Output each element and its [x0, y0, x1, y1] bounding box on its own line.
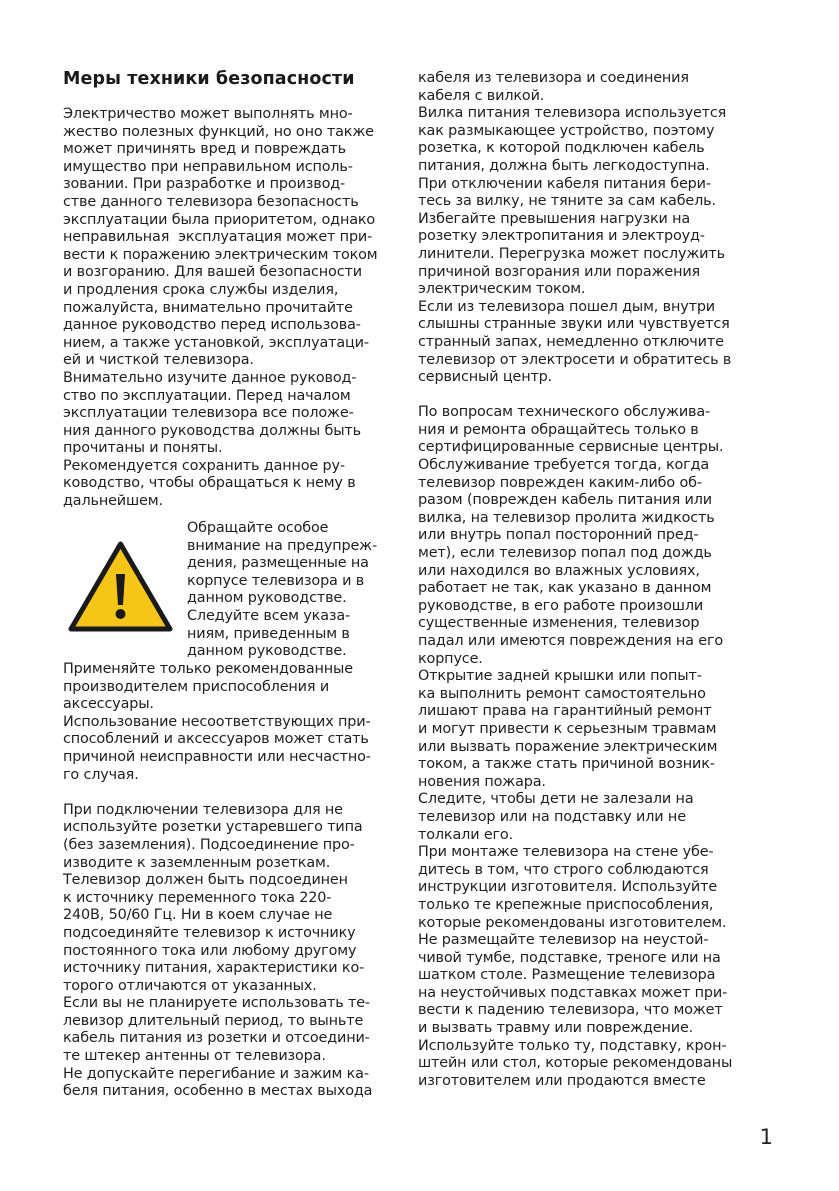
text-line: Использование несоответствующих при- [63, 713, 371, 730]
text-line: данном руководстве. [187, 643, 347, 660]
text-line: вести к падению телевизора, что может [418, 1002, 723, 1019]
text-line: и возгоранию. Для вашей безопасности [63, 264, 362, 281]
text-line: работает не так, как указано в данном [418, 580, 712, 597]
text-line: к источнику переменного тока 220- [63, 889, 332, 906]
text-line: ния данного руководства должны быть [63, 422, 361, 439]
text-line: источнику питания, характеристики ко- [63, 960, 365, 977]
text-line: дитесь в том, что строго соблюдаются [418, 861, 709, 878]
text-line: существенные изменения, телевизор [418, 615, 700, 632]
text-line: телевизор поврежден каким-либо об- [418, 474, 702, 491]
text-line: При монтаже телевизора на стене убе- [418, 844, 714, 861]
text-line: чивой тумбе, подставке, треноге или на [418, 949, 721, 966]
text-line: пожалуйста, внимательно прочитайте [63, 299, 353, 316]
text-line: розетку электропитания и электроуд- [418, 228, 705, 245]
text-line: ка выполнить ремонт самостоятельно [418, 685, 706, 702]
text-line: имущество при неправильном исполь- [63, 158, 353, 175]
text-line: телевизор от электросети и обратитесь в [418, 351, 732, 368]
text-line [63, 784, 403, 802]
text-line: ей и чисткой телевизора. [63, 352, 254, 369]
text-line: на неустойчивых подставках может при- [418, 984, 728, 1001]
text-line: аксессуары. [63, 696, 154, 713]
text-line: может причинять вред и повреждать [63, 141, 346, 158]
text-line: торого отличаются от указанных. [63, 977, 317, 994]
text-line: или вызвать поражение электрическим [418, 738, 718, 755]
text-line: падал или имеются повреждения на его [418, 633, 724, 649]
text-line: Следуйте всем указа- [187, 607, 351, 624]
text-line: дения, размещенные на [187, 555, 369, 572]
text-line: мет), если телевизор попал под дождь [418, 545, 712, 562]
text-line: жество полезных функций, но оно также [63, 123, 374, 140]
text-line: причиной возгорания или поражения [418, 263, 701, 280]
text-line: При подключении телевизора для не [63, 801, 343, 818]
text-line: которые рекомендованы изготовителем. [418, 914, 727, 931]
text-line: и могут привести к серьезным травмам [418, 720, 717, 737]
text-line: розетка, к которой подключен кабель [418, 140, 705, 157]
text-line: штейн или стол, которые рекомендованы [418, 1055, 733, 1072]
text-line: тесь за вилку, не тяните за сам кабель. [418, 193, 716, 210]
text-line: инструкции изготовителя. Используйте [418, 879, 718, 896]
text-line: эксплуатации была приоритетом, однако [63, 211, 376, 228]
text-line: Если вы не планируете использовать те- [63, 995, 370, 1012]
text-line: питания, должна быть легкодоступна. [418, 157, 710, 174]
text-line [418, 387, 763, 405]
text-line: вести к поражению электрическим током [63, 246, 378, 263]
page-number: 1 [759, 1125, 773, 1149]
text-line: линители. Перегрузка может послужить [418, 245, 725, 262]
text-line: Вилка питания телевизора используется [418, 105, 727, 122]
text-line: Телевизор должен быть подсоединен [63, 872, 348, 889]
text-line: те штекер антенны от телевизора. [63, 1048, 326, 1065]
text-line: Открытие задней крышки или попыт- [418, 668, 702, 685]
text-line: эксплуатации телевизора все положе- [63, 405, 354, 422]
text-line: ководство, чтобы обращаться к нему в [63, 475, 356, 492]
text-line: неправильная эксплуатация может при- [63, 229, 373, 246]
text-line: Следите, чтобы дети не залезали на [418, 791, 694, 808]
text-line: новения пожара. [418, 773, 546, 790]
text-line: го случая. [63, 766, 139, 783]
text-line: Не допускайте перегибание и зажим ка- [63, 1065, 369, 1082]
text-line: Внимательно изучите данное руковод- [63, 369, 357, 386]
warning-triangle-icon [66, 538, 175, 636]
text-line: дальнейшем. [63, 493, 163, 510]
text-line: При отключении кабеля питания бери- [418, 175, 711, 192]
text-line: используйте розетки устаревшего типа [63, 819, 363, 836]
left-column-bottom [63, 661, 403, 1101]
right-column [418, 70, 763, 1090]
text-line: кабеля из телевизора и соединения [418, 70, 689, 86]
text-line: Электричество может выполнять мно- [63, 106, 353, 122]
text-line: лишают права на гарантийный ремонт [418, 703, 712, 720]
text-line: Обращайте особое [187, 520, 329, 536]
text-line: (без заземления). Подсоединение про- [63, 836, 355, 853]
text-line: странный запах, немедленно отключите [418, 333, 724, 350]
text-line: Если из телевизора пошел дым, внутри [418, 298, 716, 315]
text-line: током, а также стать причиной возник- [418, 756, 715, 773]
text-line: зовании. При разработке и производ- [63, 176, 346, 193]
text-line: слышны странные звуки или чувствуется [418, 316, 730, 333]
text-line: и вызвать травму или повреждение. [418, 1020, 694, 1037]
text-line: электрическим током. [418, 281, 586, 298]
text-line: внимание на предупреж- [187, 537, 378, 554]
text-line: вилка, на телевизор пролита жидкость [418, 509, 715, 526]
text-line: 240В, 50/60 Гц. Ни в коем случае не [63, 907, 333, 924]
text-line: шатком столе. Размещение телевизора [418, 967, 716, 984]
text-line: ниям, приведенным в [187, 625, 350, 642]
left-column-top [63, 106, 403, 511]
text-line: изводите к заземленным розеткам. [63, 854, 331, 871]
text-line: ство по эксплуатации. Перед началом [63, 387, 351, 404]
text-line: толкали его. [418, 826, 514, 843]
text-line: Используйте только ту, подставку, крон- [418, 1037, 727, 1054]
text-line: Не размещайте телевизор на неустой- [418, 932, 709, 949]
text-line: сертифицированные сервисные центры. [418, 439, 724, 456]
text-line: беля питания, особенно в местах выхода [63, 1083, 373, 1100]
page-title: Меры техники безопасности [63, 69, 355, 89]
text-line: ния и ремонта обращайтесь только в [418, 421, 699, 438]
text-line: или находился во влажных условиях, [418, 562, 700, 579]
text-line: Рекомендуется сохранить данное ру- [63, 457, 345, 474]
text-line: корпусе. [418, 650, 483, 667]
text-line: корпусе телевизора и в [187, 572, 365, 589]
text-line: прочитаны и поняты. [63, 440, 223, 457]
text-line: руководстве, в его работе произошли [418, 597, 704, 614]
text-line: разом (поврежден кабель питания или [418, 492, 712, 509]
text-line: сервисный центр. [418, 369, 553, 386]
text-line: стве данного телевизора безопасность [63, 193, 359, 210]
text-line: данном руководстве. [187, 590, 347, 607]
text-line: телевизор или на подставку или не [418, 808, 686, 825]
text-line: причиной неисправности или несчастно- [63, 748, 371, 765]
text-line: способлений и аксессуаров может стать [63, 731, 369, 748]
text-line: Избегайте превышения нагрузки на [418, 210, 691, 227]
warning-text [187, 520, 402, 661]
text-line: и продления срока службы изделия, [63, 281, 339, 298]
text-line: кабеля с вилкой. [418, 87, 545, 104]
text-line: подсоединяйте телевизор к источнику [63, 924, 356, 941]
text-line: как размыкающее устройство, поэтому [418, 122, 715, 139]
text-line: постоянного тока или любому другому [63, 942, 357, 959]
text-line: данное руководство перед использова- [63, 317, 361, 334]
text-line: только те крепежные приспособления, [418, 896, 714, 913]
text-line: нием, а также установкой, эксплуатаци- [63, 334, 369, 351]
text-line: изготовителем или продаются вместе [418, 1072, 706, 1089]
text-line: кабель питания из розетки и отсоедини- [63, 1030, 370, 1047]
text-line: производителем приспособления и [63, 678, 330, 695]
text-line: левизор длительный период, то выньте [63, 1012, 364, 1029]
text-line: Применяйте только рекомендованные [63, 661, 353, 677]
text-line: По вопросам технического обслужива- [418, 404, 711, 421]
text-line: или внутрь попал посторонний пред- [418, 527, 699, 544]
text-line: Обслуживание требуется тогда, когда [418, 457, 710, 474]
